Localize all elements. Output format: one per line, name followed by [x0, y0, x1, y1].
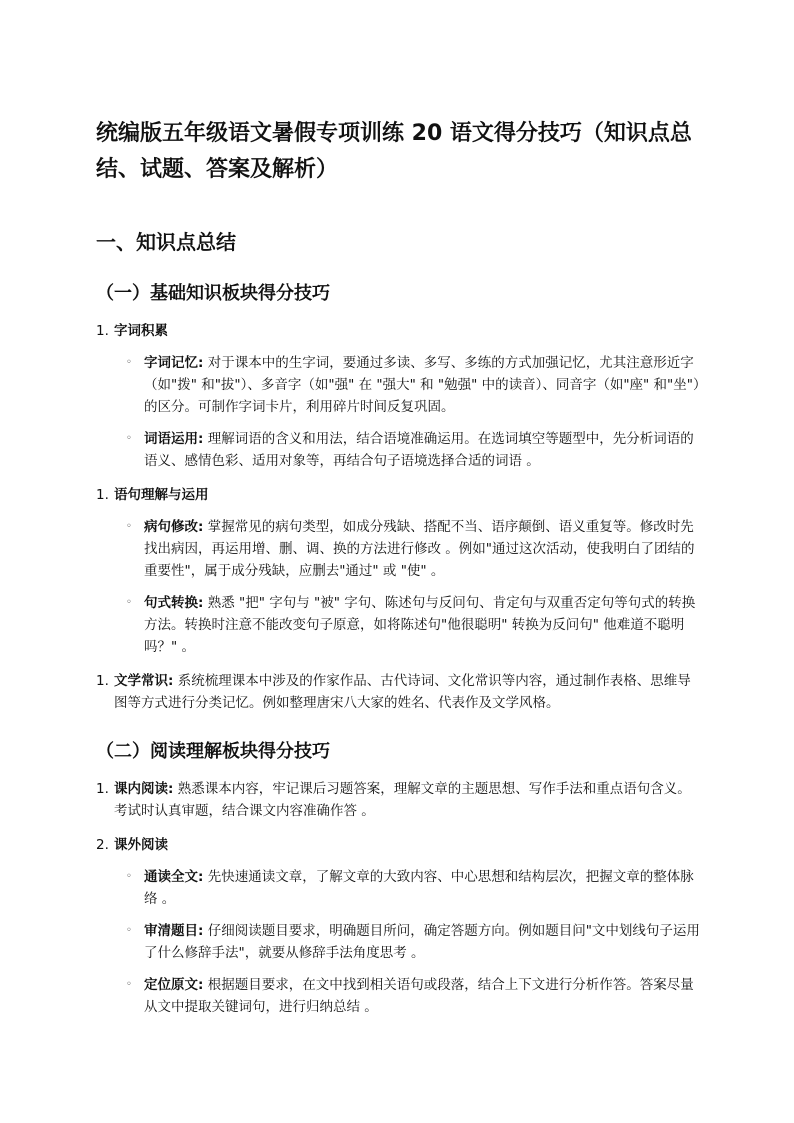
reading-list [96, 778, 704, 1018]
bullet-icon: ◦ [126, 521, 132, 532]
sub-list-item [96, 516, 704, 582]
list-number: 1. [96, 781, 109, 797]
list-item [96, 484, 704, 506]
sub-list-item [96, 866, 704, 910]
subsection-heading-basics: （一）基础知识板块得分技巧 [96, 283, 330, 304]
bullet-label: 定位原文: [144, 977, 204, 993]
document-title: 统编版五年级语文暑假专项训练 20 语文得分技巧（知识点总结、试题、答案及解析） [96, 121, 692, 182]
sub-list [96, 866, 704, 1018]
bullet-label: 字词记忆: [144, 355, 204, 371]
bullet-icon: ◦ [126, 925, 132, 936]
subsection-heading-reading: （二）阅读理解板块得分技巧 [96, 741, 330, 762]
bullet-icon: ◦ [126, 979, 132, 990]
bullet-text: 仔细阅读题目要求，明确题目所问，确定答题方向。例如题目问"文中划线句子运用了什么修辞手法"，就要从修辞手法角度思考 。 [144, 923, 700, 961]
item-label: 课内阅读: [114, 781, 174, 797]
item-text: 熟悉课本内容，牢记课后习题答案，理解文章的主题思想、写作手法和重点语句含义。考试时认真审题，结合课文内容准确作答 。 [114, 781, 691, 819]
bullet-label: 句式转换: [144, 595, 204, 611]
sub-list-item [96, 974, 704, 1018]
bullet-text: 根据题目要求，在文中找到相关语句或段落，结合上下文进行分析作答。答案尽量从文中提取关键词句，进行归纳总结 。 [144, 977, 694, 1015]
bullet-text: 对于课本中的生字词，要通过多读、多写、多练的方式加强记忆，尤其注意形近字（如"拨" 和"拔"）、多音字（如"强" 在 "强大" 和 "勉强" 中的读音）、同音字（如"座" 和"坐"）的区分。可制作字词卡片，利用碎片时间反复巩固。 [144, 355, 700, 415]
bullet-icon: ◦ [126, 871, 132, 882]
bullet-icon: ◦ [126, 357, 132, 368]
bullet-label: 通读全文: [144, 869, 204, 885]
bullet-text: 掌握常见的病句类型，如成分残缺、搭配不当、语序颠倒、语义重复等。修改时先找出病因，再运用增、删、调、换的方法进行修改 。例如"通过这次活动，使我明白了团结的重要性"，属于成分残缺，应删去"通过" 或 "使" 。 [144, 519, 695, 579]
list-item [96, 670, 704, 714]
sub-list-item [96, 920, 704, 964]
sub-list-item [96, 428, 704, 472]
list-item [96, 320, 704, 342]
sub-list [96, 352, 704, 472]
section-heading: 一、知识点总结 [96, 230, 236, 254]
bullet-icon: ◦ [126, 433, 132, 444]
list-number: 1. [96, 487, 109, 503]
item-label: 课外阅读 [114, 837, 168, 853]
bullet-label: 词语运用: [144, 431, 204, 447]
item-label: 语句理解与运用 [114, 487, 209, 503]
bullet-icon: ◦ [126, 597, 132, 608]
list-number: 1. [96, 673, 109, 689]
bullet-label: 审清题目: [144, 923, 204, 939]
list-number: 1. [96, 323, 109, 339]
sub-list-item [96, 352, 704, 418]
bullet-text: 熟悉 "把" 字句与 "被" 字句、陈述句与反问句、肯定句与双重否定句等句式的转换方法。转换时注意不能改变句子原意，如将陈述句"他很聪明" 转换为反问句" 他难道不聪明吗？" 。 [144, 595, 696, 655]
bullet-text: 先快速通读文章，了解文章的大致内容、中心思想和结构层次，把握文章的整体脉络 。 [144, 869, 694, 907]
list-item [96, 778, 704, 822]
basics-list [96, 320, 704, 714]
list-item [96, 834, 704, 856]
item-label: 文学常识: [114, 673, 174, 689]
sub-list-item [96, 592, 704, 658]
item-label: 字词积累 [114, 323, 168, 339]
bullet-text: 理解词语的含义和用法，结合语境准确运用。在选词填空等题型中，先分析词语的语义、感情色彩、适用对象等，再结合句子语境选择合适的词语 。 [144, 431, 694, 469]
sub-list [96, 516, 704, 658]
bullet-label: 病句修改: [144, 519, 204, 535]
item-text: 系统梳理课本中涉及的作家作品、古代诗词、文化常识等内容，通过制作表格、思维导图等方式进行分类记忆。例如整理唐宋八大家的姓名、代表作及文学风格。 [114, 673, 691, 711]
list-number: 2. [96, 837, 109, 853]
